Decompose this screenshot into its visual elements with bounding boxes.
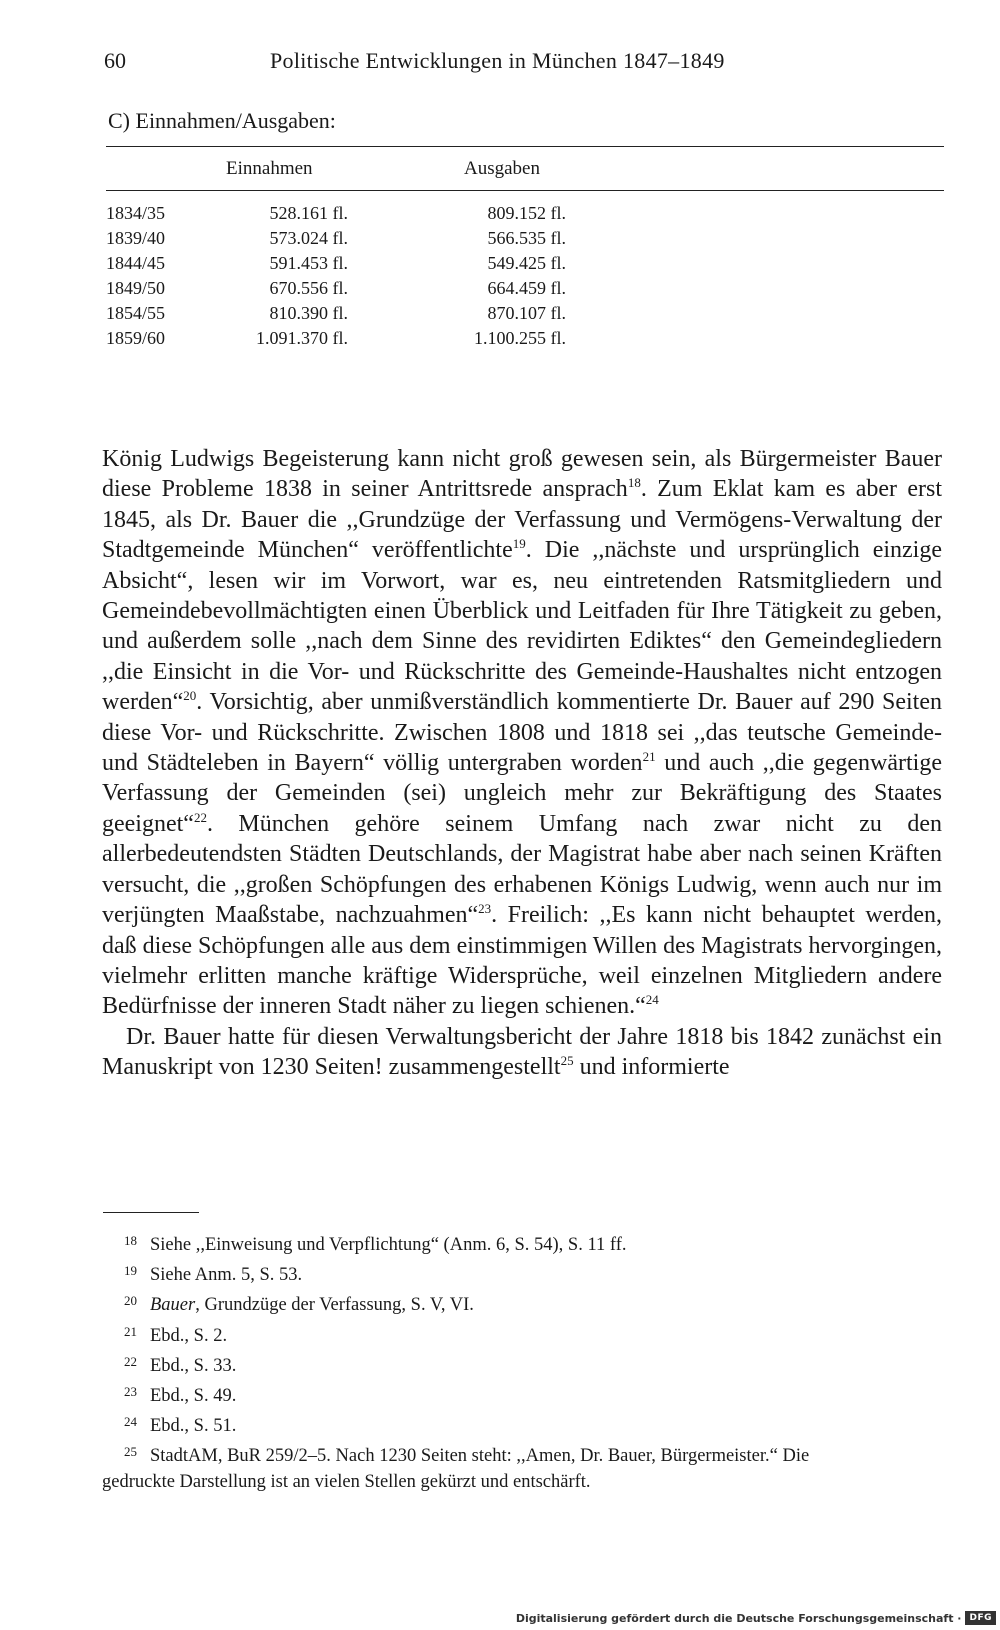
footnote-item	[102, 1228, 942, 1258]
footnotes	[102, 1228, 942, 1495]
text-run: . Vorsichtig, aber unmißverständlich kommentierte Dr. Bauer auf 290 Seiten diese Vor- und Rückschritte. Zwischen 1808 und 1818 sei ,,das teutsche Gemeinde- und Städteleben in Bayern“ völlig untergraben worden	[102, 689, 942, 777]
footnote-number: 25	[124, 1444, 137, 1460]
table-cell-year: 1859/60	[106, 328, 166, 348]
table-cell-ausgaben: 1.100.255 fl.	[474, 328, 566, 348]
table-row	[106, 303, 566, 328]
table-cell-ausgaben: 566.535 fl.	[487, 228, 566, 248]
text-run: König Ludwigs Begeisterung kann nicht groß gewesen sein, als Bürgermeister Bauer diese Probleme 1838 in seiner Antrittsrede ansprach	[102, 446, 942, 503]
running-title: Politische Entwicklungen in München 1847–1849	[270, 48, 725, 73]
page-header	[104, 48, 944, 82]
footnote-text: , Grundzüge der Verfassung, S. V, VI.	[195, 1295, 474, 1316]
footnote-item	[102, 1258, 942, 1288]
table-top-rule	[106, 146, 944, 147]
footnote-item	[102, 1319, 942, 1349]
footnote-ref: 21	[642, 749, 656, 765]
footnote-number: 18	[124, 1233, 137, 1248]
footnote-ref: 23	[478, 901, 492, 917]
table-cell-einnahmen: 591.453 fl.	[269, 253, 348, 273]
table-cell-ausgaben: 870.107 fl.	[487, 303, 566, 323]
table-cell-einnahmen: 810.390 fl.	[269, 303, 348, 323]
text-run: und auch ,,die gegenwärtige Verfassung der Gemeinden (sei) ungleich mehr zur Bekräftigung des Staates geeignet“	[102, 750, 942, 837]
credit-text: Digitalisierung gefördert durch die Deutsche Forschungsgemeinschaft ·	[515, 1611, 962, 1625]
table-cell-year: 1849/50	[106, 278, 166, 298]
dfg-logo: DFG	[965, 1611, 996, 1625]
text-run: . Zum Eklat kam es aber erst 1845, als Dr. Bauer die ,,Grundzüge der Verfassung und Vermögens-Verwaltung der Stadtgemeinde München“ veröffentlichte	[102, 476, 942, 564]
footnote-item	[102, 1288, 942, 1318]
text-run: . München gehöre seinem Umfang nach zwar nicht zu den allerbedeutendsten Städten Deutschlands, der Magistrat habe aber nach seinen Kräften versucht, die ,,großen Schöpfungen des erhabenen Königs Ludwig, wenn auch nur im verjüngten Maaßstabe, nachzuahmen“	[102, 810, 942, 929]
paragraph-2	[102, 1022, 942, 1083]
footnote-number: 20	[124, 1293, 137, 1309]
footnote-number: 24	[124, 1414, 137, 1430]
footnote-number: 22	[124, 1353, 137, 1369]
text-run: und informierte	[573, 1054, 730, 1081]
footnote-number: 23	[124, 1384, 137, 1400]
section-heading: C) Einnahmen/Ausgaben:	[108, 108, 336, 133]
column-header-ausgaben: Ausgaben	[464, 158, 540, 179]
footnote-ref: 18	[627, 475, 641, 491]
footnote-item	[102, 1439, 942, 1494]
table-row	[106, 328, 566, 353]
footnote-author: Bauer	[150, 1295, 196, 1316]
footnote-ref: 20	[183, 688, 197, 704]
table-cell-einnahmen: 528.161 fl.	[269, 203, 348, 223]
column-header-einnahmen: Einnahmen	[226, 158, 313, 179]
table-cell-ausgaben: 809.152 fl.	[487, 203, 566, 223]
footnote-line	[102, 1439, 942, 1469]
footnote-ref: 25	[560, 1053, 574, 1069]
footnote-text: Siehe ,,Einweisung und Verpflichtung“ (Anm. 6, S. 54), S. 11 ff.	[150, 1235, 627, 1255]
table-cell-ausgaben: 549.425 fl.	[487, 253, 566, 273]
text-run: Dr. Bauer hatte für diesen Verwaltungsbericht der Jahre 1818 bis 1842 zunächst ein Manuskript von 1230 Seiten! zusammengestellt	[102, 1023, 942, 1081]
paragraph-1	[102, 444, 942, 1022]
footnote-number: 19	[124, 1263, 137, 1279]
footnote-text: Ebd., S. 51.	[150, 1416, 237, 1437]
footnote-continuation: gedruckte Darstellung ist an vielen Stellen gekürzt und entschärft.	[102, 1471, 591, 1492]
table-cell-year: 1844/45	[106, 253, 166, 273]
footnote-text: Ebd., S. 33.	[150, 1355, 237, 1376]
table-cell-einnahmen: 670.556 fl.	[269, 278, 348, 298]
table-cell-year: 1839/40	[106, 228, 166, 248]
table-header-rule	[106, 190, 944, 191]
footnote-text: StadtAM, BuR 259/2–5. Nach 1230 Seiten steht: ,,Amen, Dr. Bauer, Bürgermeister.“ Die	[150, 1446, 810, 1467]
table-cell-year: 1834/35	[106, 203, 166, 223]
footnote-number: 21	[124, 1323, 137, 1339]
footnote-text: Ebd., S. 49.	[150, 1386, 237, 1407]
footnote-ref: 22	[193, 809, 207, 825]
footnote-item	[102, 1379, 942, 1409]
footnote-item	[102, 1349, 942, 1379]
page-number: 60	[104, 48, 126, 73]
footnote-text: Ebd., S. 2.	[150, 1325, 228, 1346]
body-text	[102, 444, 942, 1083]
table-cell-year: 1854/55	[106, 303, 166, 323]
footnote-text: Siehe Anm. 5, S. 53.	[150, 1265, 303, 1286]
table-row	[106, 278, 566, 303]
table-cell-ausgaben: 664.459 fl.	[487, 278, 566, 298]
text-run: . Die ,,nächste und ursprünglich einzige Absicht“, lesen wir im Vorwort, war es, neu eintretenden Ratsmitgliedern und Gemeindebevollmächtigten einen Überblick und Leitfaden für Ihre Tätigkeit zu geben, und außerdem solle ,,nach dem Sinne des revidirten Ediktes“ den Gemeindegliedern ,,die Einsicht in die Vor- und Rückschritte des Gemeinde-Haushaltes nicht entzogen werden“	[102, 537, 942, 716]
table-row	[106, 203, 566, 228]
table-cell-einnahmen: 573.024 fl.	[269, 228, 348, 248]
text-run: . Freilich: ,,Es kann nicht behauptet werden, daß diese Schöpfungen alle aus dem einstimmigen Willen des Magistrats hervorgingen, vielmehr erlitten manche kräftige Widersprüche, weil einzelnen Mitgliedern andere Bedürfnisse der inneren Stadt näher zu liegen schienen.“	[102, 902, 942, 1020]
footnote-item	[102, 1409, 942, 1439]
footnote-ref: 19	[512, 536, 526, 552]
footnote-separator	[103, 1212, 199, 1213]
digitization-credit	[516, 1606, 1000, 1630]
footnote-ref: 24	[645, 992, 659, 1008]
table-row	[106, 253, 566, 278]
table-cell-einnahmen: 1.091.370 fl.	[256, 328, 348, 348]
table-row	[106, 228, 566, 253]
